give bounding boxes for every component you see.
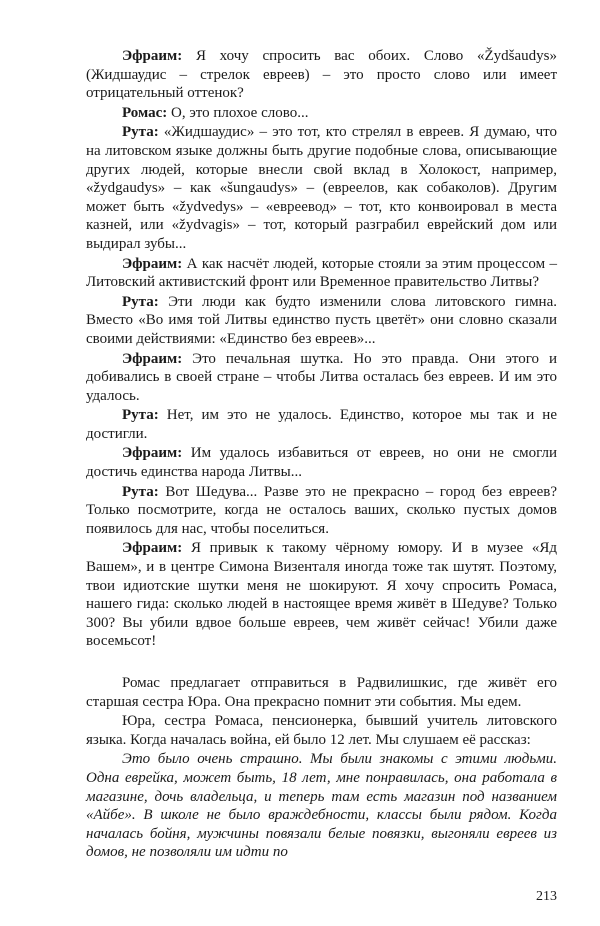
speaker: Эфраим: [122, 445, 183, 462]
dialogue-paragraph [86, 104, 557, 123]
narrative-paragraph: Ромас предлагает отправиться в Радвилишкис, где живёт его старшая сестра Юра. Она прекрасно помнит эти события. Мы едем. [86, 675, 557, 710]
page-number: 213 [536, 888, 557, 904]
speaker: Ромас: [122, 104, 168, 121]
dialogue-text: Я привык к такому чёрному юмору. И в музее «Яд Вашем», и в центре Симона Визенталя иногда тоже так шутят. Поэтому, твои идиотские шутки меня не шокируют. Я хочу спросить Ромаса, нашего гида: сколько людей в настоящее время живёт в Шедуве? Только 300? Вы убили вдвое больше евреев, чем живёт сейчас! Убили даже восемьсот! [86, 540, 557, 650]
dialogue-paragraph [86, 406, 557, 443]
dialogue-text: О, это плохое слово... [167, 104, 309, 121]
narrative-paragraph: Юра, сестра Ромаса, пенсионерка, бывший учитель литовского языка. Когда началась война, ей было 12 лет. Мы слушаем её рассказ: [86, 713, 557, 748]
dialogue-paragraph [86, 444, 557, 481]
page-body [86, 0, 557, 926]
dialogue-text: А как насчёт людей, которые стояли за этим процессом – Литовский активистский фронт или Временное правительство Литвы? [86, 255, 557, 291]
dialogue-text: Эти люди как будто изменили слова литовского гимна. Вместо «Во имя той Литвы единство пусть цветёт» они словно сказали своими действиями: «Единство без евреев»... [86, 293, 557, 347]
speaker: Рута: [122, 407, 159, 424]
dialogue-paragraph [86, 483, 557, 539]
dialogue-paragraph [86, 539, 557, 651]
dialogue-text: «Жидшаудис» – это тот, кто стрелял в евреев. Я думаю, что на литовском языке должны быть другие подобные слова, описывающие других людей, которые внесли свой вклад в Холокост, например, «žydgaudys» – как «šungaudys» – (евреелов, как собаколов). Другим может быть «žydvedys» – «евреевод» – тот, кто конвоировал в места казней, или «žydvagis» – тот, который разграбил еврейский дом или выдирал зубы... [86, 124, 557, 252]
speaker: Рута: [122, 293, 159, 310]
speaker: Рута: [122, 483, 159, 500]
dialogue-text: Вот Шедува... Разве это не прекрасно – город без евреев? Только посмотрите, когда не осталось ваших, сколько пустых домов появилось для нас, чтобы поселиться. [86, 483, 557, 537]
dialogue-paragraph [86, 47, 557, 103]
speaker: Эфраим: [122, 540, 183, 557]
dialogue-text: Им удалось избавиться от евреев, но они не смогли достичь единства народа Литвы... [86, 445, 557, 481]
speaker: Эфраим: [122, 48, 183, 64]
dialogue-text: Я хочу спросить вас обоих. Слово «Žydšaudys» (Жидшаудис – стрелок евреев) – это просто слово или имеет отрицательный оттенок? [86, 48, 557, 102]
dialogue-paragraph [86, 350, 557, 406]
dialogue-text: Нет, им это не удалось. Единство, которое мы так и не достигли. [86, 407, 557, 442]
dialogue-paragraph [86, 293, 557, 349]
quote-paragraph: Это было очень страшно. Мы были знакомы с этими людьми. Одна еврейка, может быть, 18 лет, мне понравилась, она работала в магазине, дочь владельца, и теперь там есть магазин под названием «Айбе». В школе не было враждебности, классы были рядом. Когда началась бойня, мужчины повязали белые повязки, выгоняли евреев из домов, не позволяли им идти по [86, 751, 557, 861]
speaker: Эфраим: [122, 255, 183, 272]
speaker: Эфраим: [122, 350, 183, 367]
section-gap [86, 652, 557, 674]
dialogue-paragraph [86, 123, 557, 253]
dialogue-text: Это печальная шутка. Но это правда. Они этого и добивались в своей стране – чтобы Литва осталась без евреев. И им это удалось. [86, 350, 557, 404]
speaker: Рута: [122, 124, 159, 141]
dialogue-paragraph [86, 255, 557, 292]
